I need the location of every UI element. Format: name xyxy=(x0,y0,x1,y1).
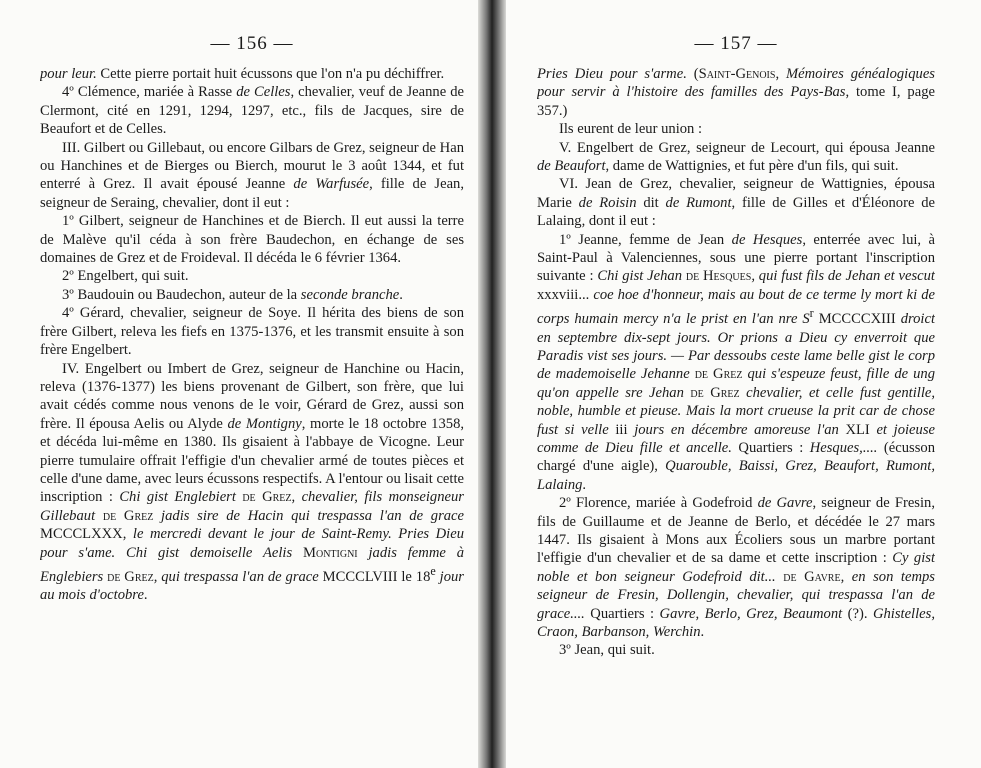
text-segment: pour leur. xyxy=(40,66,97,82)
text-segment: droict en septembre dix-sept jours. Or prions a Dieu cy enverroit que Paradis vist ses jours. — Par dessoubs ceste lame belle gist le corp de mademoiselle Jehanne xyxy=(537,311,935,383)
left-page-text xyxy=(40,65,464,605)
paragraph xyxy=(537,175,935,230)
text-segment: de Grez xyxy=(95,507,154,524)
text-segment: iii xyxy=(608,421,635,438)
paragraph xyxy=(40,65,464,83)
text-segment: seconde branche xyxy=(300,286,400,303)
text-segment: , fille de Jean, seigneur de Seraing, chevalier, dont il eut : xyxy=(40,176,464,211)
left-page xyxy=(40,0,464,768)
right-page xyxy=(537,0,935,768)
text-segment: Chi gist Jehan xyxy=(597,268,683,285)
text-segment: 1º Jeanne, femme de Jean xyxy=(559,231,732,248)
text-segment: Hesques,.... xyxy=(809,439,878,456)
text-segment: 4º Clémence, mariée à Rasse xyxy=(62,84,237,101)
text-segment: de Warfusée xyxy=(293,176,370,193)
text-segment: 1º Gilbert, seigneur de Hanchines et de Bierch. Il eut aussi la terre de Malève qu'il céda à son frère Baudechon, en échange de ses domaines de Grez et de Froideval. Il décéda le 6 février 1364. xyxy=(40,213,464,267)
text-segment: MCCCLXXX, xyxy=(40,526,133,543)
text-segment: de Roisin xyxy=(578,194,637,211)
text-segment: VI. Jean de Grez, chevalier, seigneur de Wattignies, épousa Marie xyxy=(537,176,935,211)
text-segment: , chevalier, fils monseigneur Gillebaut xyxy=(40,489,464,524)
text-segment: V. Engelbert de Grez, seigneur de Lecourt, qui épousa Jeanne xyxy=(559,139,935,156)
text-segment: de Grez xyxy=(683,384,740,401)
text-segment: r xyxy=(809,306,814,321)
paragraph xyxy=(537,641,935,659)
paragraph xyxy=(537,494,935,641)
text-segment: , enterrée avec lui, à Saint-Paul à Valenciennes, sous une pierre portant l'inscription suivante : xyxy=(537,231,935,285)
left-page-number: — 156 — xyxy=(210,33,294,54)
text-segment: de Hesques xyxy=(682,268,752,285)
text-segment: . xyxy=(700,624,705,641)
text-segment: jadis femme à Englebiers xyxy=(40,544,464,585)
paragraph xyxy=(40,212,464,267)
text-segment: . xyxy=(143,587,148,604)
text-segment: , seigneur de Fresin, fils de Guillaume et de Jeanne de Berlo, et décédée le 27 mars 1447. Ils gisaient à Mons aux Écoliers sous un marbre portant l'effigie d'un chevalier et de sa dame et cette inscription : xyxy=(537,495,935,567)
text-segment: e xyxy=(430,563,436,578)
text-segment: de Grez xyxy=(103,568,154,585)
text-segment: chevalier, et celle fust gentille, noble, humble et pieuse. Mais la mort crueuse la prit car de chose fust si velle xyxy=(537,384,935,438)
text-segment: , tome I, page 357.) xyxy=(537,84,935,119)
text-segment: MCCCCXIII xyxy=(813,311,901,328)
text-segment: , qui fust fils de Jehan et vescut xyxy=(751,268,935,285)
text-segment: , en son temps seigneur de Fresin, Dollengin, chevalier, qui trespassa l'an de grace.... xyxy=(537,568,935,622)
text-segment: et joieuse comme de Dieu fille et ancelle. xyxy=(537,421,935,456)
text-segment: Cette pierre portait huit écussons que l'on n'a pu déchiffrer. xyxy=(96,66,445,82)
text-segment: de Celles xyxy=(236,84,291,101)
text-segment: III. Gilbert ou Gillebaut, ou encore Gilbars de Grez, seigneur de Han ou Hanchines et de Bierges ou Bierch, mourut le 3 août 1344, et fut enterré à Grez. Il avait épousé Jeanne xyxy=(40,139,464,193)
text-segment: Cy gist noble et bon seigneur Godefroid dit... xyxy=(537,550,935,585)
paragraph xyxy=(40,360,464,605)
text-segment: 2º Florence, mariée à Godefroid xyxy=(559,495,758,512)
paragraph xyxy=(40,304,464,359)
right-page-text xyxy=(537,65,935,660)
paragraph xyxy=(537,231,935,495)
text-segment: jours en décembre amoreuse l'an xyxy=(634,421,839,438)
text-segment: (?). xyxy=(842,605,873,622)
text-segment: qui s'espeuze feust, fille de ung qu'on appelle sre Jehan xyxy=(537,366,935,401)
text-segment: Montigni xyxy=(292,544,358,561)
text-segment: de Gavre xyxy=(757,495,813,512)
text-segment: , xyxy=(775,66,786,82)
text-segment: MCCCLVIII le 18 xyxy=(318,568,431,585)
text-segment: , morte le 18 octobre 1358, et décéda lui-même en 1380. Ils gisaient à l'abbaye de Vicogne. Leur pierre tumulaire offrait l'effigie d'un chevalier armé de toutes pièces et celle d'une dame, avec leurs écussons respectifs. A l'entour ou lisait cette inscription : xyxy=(40,415,464,506)
text-segment: de Hesques xyxy=(731,231,803,248)
text-segment: 2º Engelbert, qui suit. xyxy=(62,268,189,285)
text-segment: (écusson chargé d'une aigle), xyxy=(537,439,935,475)
paragraph xyxy=(537,139,935,176)
text-segment: de Beaufort xyxy=(537,158,606,175)
text-segment: . xyxy=(582,476,587,493)
text-segment: dit xyxy=(636,194,666,211)
text-segment: le mercredi devant le jour de Saint-Remy. Pries Dieu pour s'ame. Chi gist demoiselle Aelis xyxy=(40,526,464,561)
text-segment: de Gavre xyxy=(775,568,841,585)
text-segment: Quartiers : xyxy=(584,605,660,622)
text-segment: jour au mois d'octobre xyxy=(40,568,464,604)
text-segment: de Grez xyxy=(689,366,743,383)
text-segment: Quartiers : xyxy=(731,439,810,456)
text-segment: Ghistelles, Craon, Barbanson, Werchin xyxy=(537,605,935,641)
text-segment: Mémoires généalogiques pour servir à l'histoire des familles des Pays-Bas xyxy=(537,66,935,101)
text-segment: . xyxy=(399,286,403,303)
text-segment: 4º Gérard, chevalier, seigneur de Soye. Il hérita des biens de son frère Gilbert, releva les fiefs en 1375-1376, et les transmit ensuite à son frère Engelbert. xyxy=(40,305,464,359)
text-segment: Ils eurent de leur union : xyxy=(559,121,703,138)
book-gutter xyxy=(478,0,506,768)
text-segment: Gavre, Berlo, Grez, Beaumont xyxy=(659,605,843,622)
text-segment: , fille de Gilles et d'Éléonore de Lalaing, dont il eut : xyxy=(537,194,935,230)
right-page-number: — 157 — xyxy=(694,33,778,54)
paragraph xyxy=(40,267,464,285)
text-segment: , chevalier, veuf de Jeanne de Clermont, cité en 1291, 1294, 1297, etc., fils de Jacques, sire de Beaufort et de Celles. xyxy=(40,84,464,138)
text-segment: coe hoe d'honneur, mais au bout de ce terme ly mort ki de corps humain mercy n'a le prist en l'an nre S xyxy=(537,286,935,328)
paragraph xyxy=(40,286,464,304)
text-segment: de Montigny xyxy=(227,415,302,432)
text-segment: jadis sire de Hacin qui trespassa l'an de grace xyxy=(153,507,464,524)
text-segment: Pries Dieu pour s'arme. xyxy=(537,66,687,82)
text-segment: Chi gist Englebiert xyxy=(119,489,236,506)
text-segment: Quarouble, Baissi, Grez, Beaufort, Rumont, Lalaing xyxy=(537,458,935,493)
paragraph xyxy=(537,65,935,120)
text-segment: , qui trespassa l'an de grace xyxy=(153,568,319,585)
paragraph xyxy=(40,139,464,213)
text-segment: de Rumont xyxy=(665,194,732,211)
text-segment: 3º Baudouin ou Baudechon, auteur de la xyxy=(62,286,301,303)
text-segment: de Grez xyxy=(235,489,292,506)
text-segment: , dame de Wattignies, et fut père d'un fils, qui suit. xyxy=(605,158,899,175)
paragraph xyxy=(537,120,935,138)
text-segment: 3º Jean, qui suit. xyxy=(559,642,655,659)
text-segment: XLI xyxy=(838,421,877,438)
text-segment: IV. Engelbert ou Imbert de Grez, seigneur de Hanchine ou Hacin, releva (1376-1377) les biens provenant de Gilbert, son frère, que lui avait cédés comme nous venons de le voir, Gérard de Grez, aussi son frère. Il épousa Aelis ou Alyde xyxy=(40,360,464,432)
text-segment: xxxviii... xyxy=(537,286,594,303)
text-segment: (Saint-Genois xyxy=(686,66,776,82)
paragraph xyxy=(40,83,464,138)
